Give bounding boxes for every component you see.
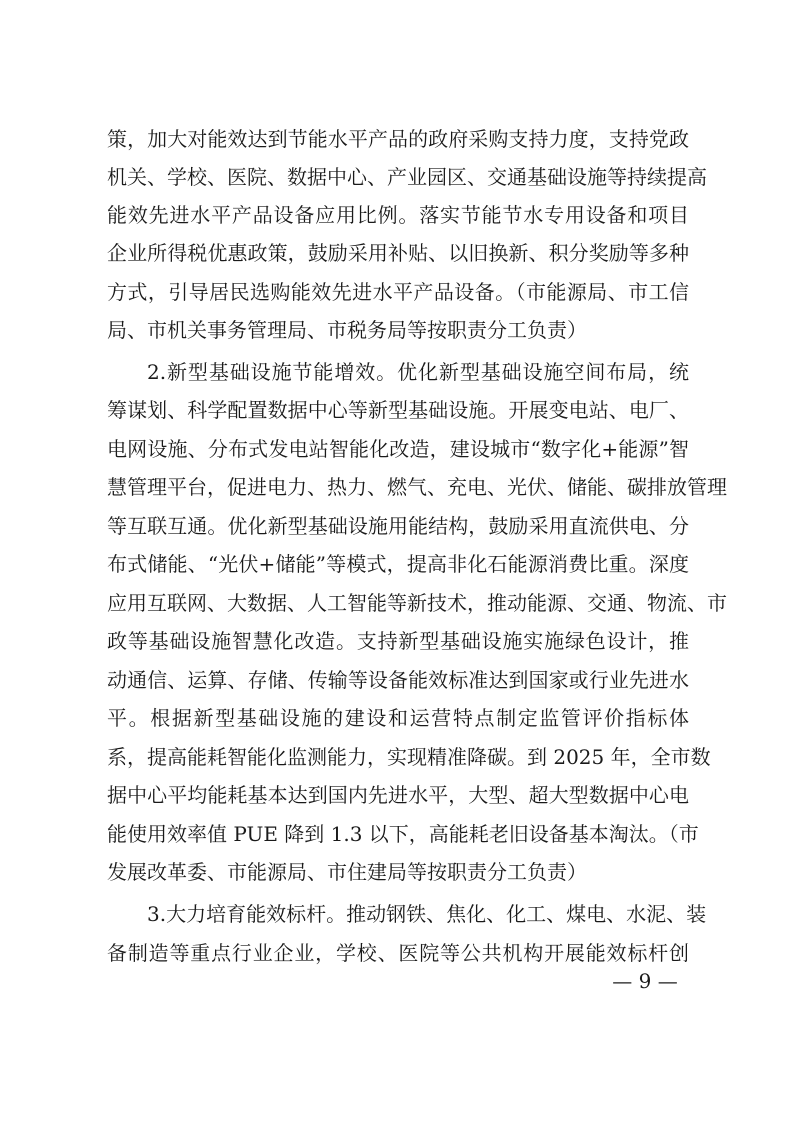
text-line: 系，提高能耗智能化监测能力，实现精准降碳。到 2025 年，全市数 (107, 745, 711, 769)
paragraph-heading-3: 3.大力培育能效标杆。推动钢铁、焦化、化工、煤电、水泥、装 (147, 902, 707, 926)
paragraph-heading-2: 2.新型基础设施节能增效。优化新型基础设施空间布局，统 (147, 360, 689, 384)
text-line: 政等基础设施智慧化改造。支持新型基础设施实施绿色设计，推 (107, 629, 689, 653)
text-line: 能使用效率值 PUE 降到 1.3 以下，高能耗老旧设备基本淘汰。（市 (107, 822, 699, 846)
text-line: 应用互联网、大数据、人工智能等新技术，推动能源、交通、物流、市 (107, 591, 727, 615)
text-line: 方式，引导居民选购能效先进水平产品设备。（市能源局、市工信 (107, 280, 689, 304)
text-line: 备制造等重点行业企业，学校、医院等公共机构开展能效标杆创 (107, 941, 689, 965)
text-line: 据中心平均能耗基本达到国内先进水平，大型、超大型数据中心电 (107, 783, 689, 807)
text-line: 平。根据新型基础设施的建设和运营特点制定监管评价指标体 (107, 706, 689, 730)
text-line: 机关、学校、医院、数据中心、产业园区、交通基础设施等持续提高 (107, 165, 707, 189)
text-line: 策，加大对能效达到节能水平产品的政府采购支持力度，支持党政 (107, 127, 689, 151)
text-line: 局、市机关事务管理局、市税务局等按职责分工负责） (107, 318, 587, 342)
text-line: 布式储能、“光伏+储能”等模式，提高非化石能源消费比重。深度 (107, 552, 689, 576)
text-line: 发展改革委、市能源局、市住建局等按职责分工负责） (107, 860, 587, 884)
text-line: 等互联互通。优化新型基础设施用能结构，鼓励采用直流供电、分 (107, 514, 689, 538)
page-number: — 9 — (612, 969, 678, 993)
text-line: 慧管理平台，促进电力、热力、燃气、充电、光伏、储能、碳排放管理 (107, 475, 727, 499)
text-line: 动通信、运算、存储、传输等设备能效标准达到国家或行业先进水 (107, 668, 689, 692)
text-line: 筹谋划、科学配置数据中心等新型基础设施。开展变电站、电厂、 (107, 398, 689, 422)
text-line: 能效先进水平产品设备应用比例。落实节能节水专用设备和项目 (107, 203, 689, 227)
text-line: 企业所得税优惠政策，鼓励采用补贴、以旧换新、积分奖励等多种 (107, 241, 689, 265)
text-line: 电网设施、分布式发电站智能化改造，建设城市“数字化+能源”智 (107, 437, 689, 461)
